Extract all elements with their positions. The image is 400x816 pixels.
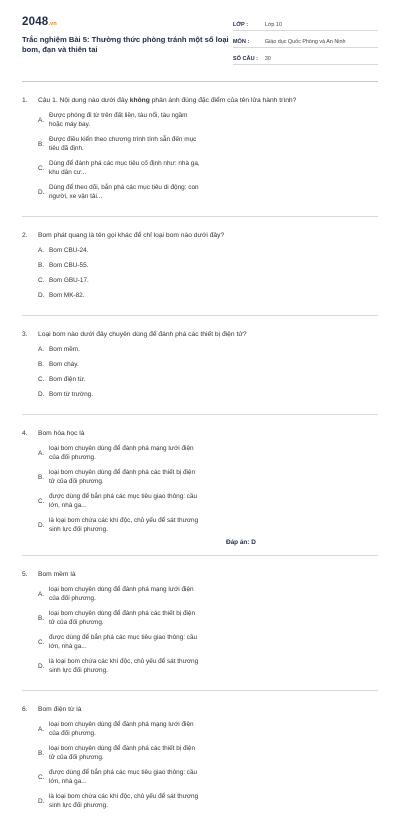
option-text: Bom điện từ. xyxy=(49,376,86,383)
question-divider xyxy=(22,315,378,316)
question-line xyxy=(22,570,378,579)
option-letter: A. xyxy=(38,449,45,457)
meta-row-count xyxy=(233,51,378,65)
question-text xyxy=(38,231,224,240)
answer-option[interactable] xyxy=(38,792,210,810)
question-item xyxy=(22,570,378,691)
option-letter: B. xyxy=(38,614,45,622)
meta-value: 30 xyxy=(264,56,271,62)
option-text: được dùng để bắn phá các mục tiêu giao thông: cầu lớn, nhà ga... xyxy=(49,769,198,785)
answer-options xyxy=(22,720,378,816)
answer-option[interactable] xyxy=(38,768,210,786)
question-item xyxy=(22,330,378,415)
option-letter: C. xyxy=(38,497,45,505)
question-item xyxy=(22,705,378,816)
page-header xyxy=(22,0,378,68)
option-text: là loại bom chứa các khí độc, chủ yếu để sát thương sinh lực đối phương. xyxy=(49,517,199,533)
option-letter: A. xyxy=(38,725,45,733)
option-letter: C. xyxy=(38,773,45,781)
option-letter: D. xyxy=(38,188,45,196)
meta-label: SỐ CÂU : xyxy=(232,56,259,62)
option-text: Được điều kiển theo chương trình tính sẵn đến mục tiêu đã định. xyxy=(49,136,197,152)
option-letter: D. xyxy=(38,292,45,299)
option-text: Bom cháy. xyxy=(49,361,79,368)
question-item xyxy=(22,231,378,316)
question-text-start: Bom hóa học là xyxy=(38,430,85,437)
option-letter: C. xyxy=(38,164,45,172)
option-letter: B. xyxy=(38,361,45,368)
question-line xyxy=(22,96,378,105)
answer-option[interactable] xyxy=(38,345,210,354)
answer-option[interactable] xyxy=(38,585,210,603)
answer-option[interactable] xyxy=(38,111,210,129)
question-text-start: Bom phát quang là tên gọi khác để chỉ loại bom nào dưới đây? xyxy=(38,232,225,239)
meta-label: MÔN : xyxy=(232,39,250,45)
option-text: loại bom chuyên dùng để đánh phá các thiết bị điện tử của đối phương. xyxy=(49,745,196,761)
option-letter: A. xyxy=(38,590,45,598)
question-item xyxy=(22,429,378,556)
option-text: là loại bom chứa các khí độc, chủ yếu để sát thương sinh lực đối phương. xyxy=(49,658,199,674)
option-letter: A. xyxy=(38,247,45,254)
question-text-start: Bom mềm là xyxy=(38,571,76,578)
meta-row-class xyxy=(233,17,378,31)
option-letter: D. xyxy=(38,521,45,529)
answer-options xyxy=(22,585,378,681)
option-text: loại bom chuyên dùng để đánh phá mạng lưới điện của đối phương. xyxy=(49,445,194,461)
answer-options xyxy=(22,345,378,405)
question-line xyxy=(22,231,378,240)
answer-option[interactable] xyxy=(38,492,210,510)
answer-options xyxy=(22,111,378,207)
question-line xyxy=(22,330,378,339)
option-text: được dùng để bắn phá các mục tiêu giao thông: cầu lớn, nhà ga... xyxy=(49,634,198,650)
header-divider xyxy=(22,81,378,82)
option-letter: D. xyxy=(38,391,45,398)
answer-option[interactable] xyxy=(38,609,210,627)
question-list xyxy=(22,96,378,816)
question-number: 3. xyxy=(22,331,28,338)
question-text xyxy=(38,429,84,438)
option-text: loại bom chuyên dùng để đánh phá mạng lưới điện của đối phương. xyxy=(49,721,194,737)
answer-options xyxy=(22,246,378,306)
answer-option[interactable] xyxy=(38,633,210,651)
answer-option[interactable] xyxy=(38,246,210,255)
option-text: Bom từ trường. xyxy=(49,391,94,398)
question-line xyxy=(22,429,378,438)
question-text-start: Loại bom nào dưới đây chuyên dùng để đánh phá các thiết bị điện tử? xyxy=(38,331,247,338)
site-logo[interactable] xyxy=(22,16,233,28)
question-text xyxy=(38,96,296,105)
logo-text: 2048 xyxy=(22,16,49,28)
question-number: 4. xyxy=(22,430,28,437)
option-text: Bom CBU-55. xyxy=(49,262,89,269)
option-text: loại bom chuyên dùng để đánh phá các thiết bị điện tử của đối phương. xyxy=(49,610,196,626)
meta-value: Giáo dục Quốc Phòng và An Ninh xyxy=(264,39,346,45)
option-letter: C. xyxy=(38,638,45,646)
question-divider xyxy=(22,555,378,556)
question-divider xyxy=(22,216,378,217)
answer-options xyxy=(22,444,378,540)
question-divider xyxy=(22,690,378,691)
meta-value: Lớp 10 xyxy=(264,22,282,28)
answer-option[interactable] xyxy=(38,276,210,285)
page-title: Trắc nghiệm Bài 5: Thường thức phòng tránh một số loại bom, đạn và thiên tai xyxy=(22,35,229,54)
question-emphasis: không xyxy=(129,97,150,104)
question-text-start: Bom điện từ là xyxy=(38,706,82,713)
option-text: Dùng để đánh phá các mục tiêu cố định như: nhà ga, khu dân cư... xyxy=(49,160,200,176)
option-text: loại bom chuyên dùng để đánh phá mạng lưới điện của đối phương. xyxy=(49,586,194,602)
answer-option[interactable] xyxy=(38,291,210,300)
option-text: Bom CBU-24. xyxy=(49,247,89,254)
meta-label: LỚP : xyxy=(232,22,249,28)
option-letter: C. xyxy=(38,277,45,284)
question-item xyxy=(22,96,378,217)
option-text: Bom mềm. xyxy=(49,346,80,353)
question-text-start: Câu 1. Nội dung nào dưới đây xyxy=(38,97,130,104)
meta-row-subject xyxy=(233,34,378,48)
answer-option[interactable] xyxy=(38,744,210,762)
answer-option[interactable] xyxy=(38,375,210,384)
answer-option[interactable] xyxy=(38,468,210,486)
question-number: 1. xyxy=(22,97,28,104)
question-number: 2. xyxy=(22,232,28,239)
logo-suffix: .vn xyxy=(48,21,57,27)
option-letter: B. xyxy=(38,473,45,481)
answer-option[interactable] xyxy=(38,159,210,177)
answer-option[interactable] xyxy=(38,390,210,399)
question-line xyxy=(22,705,378,714)
question-text xyxy=(38,330,247,339)
question-number: 5. xyxy=(22,571,28,578)
option-letter: D. xyxy=(38,797,45,805)
option-text: Bom MK-82. xyxy=(49,292,85,299)
option-text: được dùng để bắn phá các mục tiêu giao thông: cầu lớn, nhà ga... xyxy=(49,493,198,509)
answer-option[interactable] xyxy=(38,720,210,738)
answer-key: Đáp án: D xyxy=(226,539,256,546)
option-letter: B. xyxy=(38,140,45,148)
option-letter: D. xyxy=(38,662,45,670)
option-text: Dùng để theo dõi, bắn phá các mục tiêu di động: con người, xe vận tải... xyxy=(49,184,199,200)
option-text: Bom GBU-17. xyxy=(49,277,89,284)
meta-info xyxy=(233,16,378,68)
option-text: loại bom chuyên dùng để đánh phá các thiết bị điện tử của đối phương. xyxy=(49,469,196,485)
answer-option[interactable] xyxy=(38,183,210,201)
answer-option[interactable] xyxy=(38,516,210,534)
question-text xyxy=(38,570,76,579)
question-divider xyxy=(22,414,378,415)
option-text: Được phóng đi từ trên đất liền, tàu nổi, tàu ngầm hoặc máy bay. xyxy=(49,112,188,128)
option-letter: A. xyxy=(38,346,45,353)
question-number: 6. xyxy=(22,706,28,713)
answer-option[interactable] xyxy=(38,261,210,270)
header-left xyxy=(22,16,233,68)
option-letter: C. xyxy=(38,376,45,383)
question-text-end: phản ánh đúng đặc điểm của tên lửa hành trình? xyxy=(149,97,297,104)
answer-option[interactable] xyxy=(38,135,210,153)
option-text: là loại bom chứa các khí độc, chủ yếu để sát thương sinh lực đối phương. xyxy=(49,793,199,809)
answer-option[interactable] xyxy=(38,360,210,369)
option-letter: B. xyxy=(38,262,45,269)
option-letter: B. xyxy=(38,749,45,757)
answer-option[interactable] xyxy=(38,444,210,462)
answer-option[interactable] xyxy=(38,657,210,675)
question-text xyxy=(38,705,82,714)
option-letter: A. xyxy=(38,116,45,124)
